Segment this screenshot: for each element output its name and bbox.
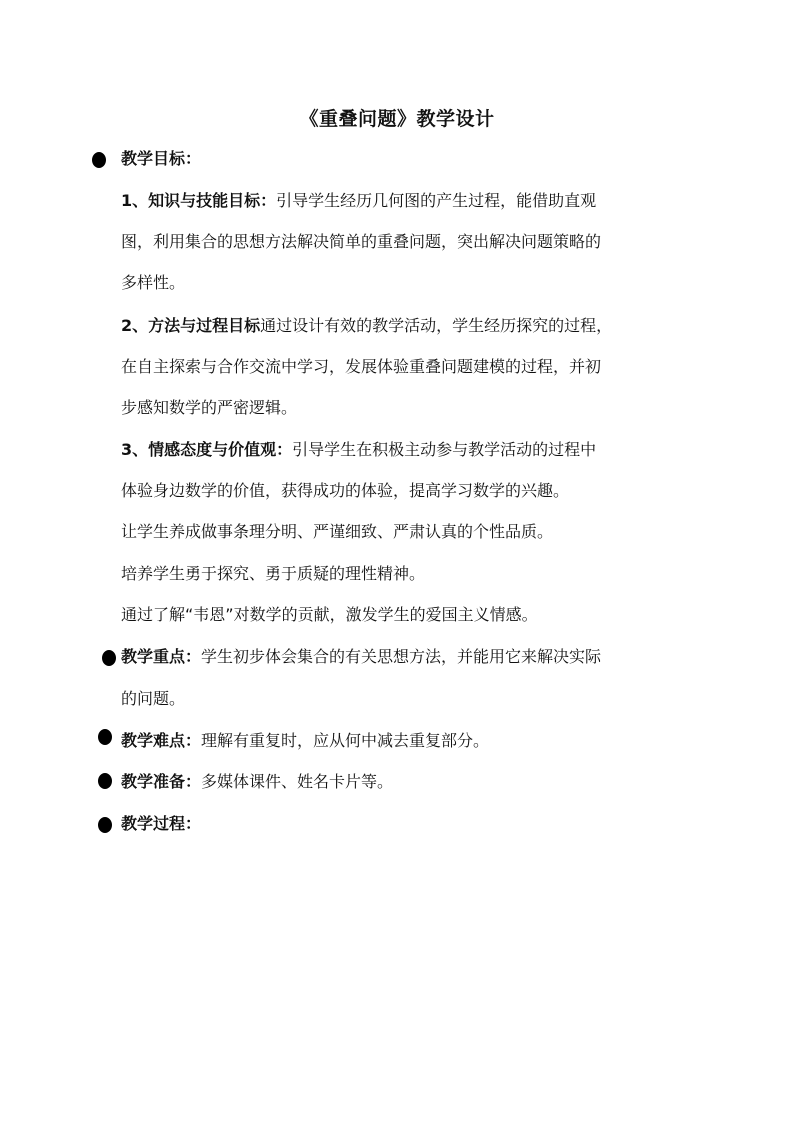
document-title: 《重叠问题》教学设计 xyxy=(299,108,495,130)
bullet-icon xyxy=(98,817,112,833)
key-points-line-1 xyxy=(121,646,601,668)
difficulties-label: 教学难点： xyxy=(121,731,202,750)
objective-1-line-1 xyxy=(121,190,596,212)
objective-3-label: 3、情感态度与价值观： xyxy=(121,440,293,459)
objective-1-line-3: 多样性。 xyxy=(121,273,186,292)
objective-3-line-2: 体验身边数学的价值，获得成功的体验，提高学习数学的兴趣。 xyxy=(121,481,570,500)
objective-3-line-4: 培养学生勇于探究、勇于质疑的理性精神。 xyxy=(121,564,426,583)
objective-2-line-1 xyxy=(121,315,612,337)
objective-3-line-3: 让学生养成做事条理分明、严谨细致、严肃认真的个性品质。 xyxy=(121,522,554,541)
preparation-line xyxy=(121,771,393,793)
key-points-text-1: 学生初步体会集合的有关思想方法，并能用它来解决实际 xyxy=(201,647,602,666)
difficulties-text: 理解有重复时，应从何中减去重复部分。 xyxy=(201,731,490,750)
objective-3-line-5: 通过了解“韦恩”对数学的贡献，激发学生的爱国主义情感。 xyxy=(121,605,538,624)
objective-1-label: 1、知识与技能目标： xyxy=(121,191,277,210)
key-points-label: 教学重点： xyxy=(121,647,202,666)
bullet-icon xyxy=(92,152,106,168)
objective-2-text-1: 通过设计有效的教学活动，学生经历探究的过程， xyxy=(260,316,613,335)
objective-3-line-1 xyxy=(121,439,596,461)
bullet-icon xyxy=(98,729,112,745)
objective-3-text-1: 引导学生在积极主动参与教学活动的过程中 xyxy=(292,440,597,459)
bullet-icon xyxy=(102,650,116,666)
preparation-text: 多媒体课件、姓名卡片等。 xyxy=(201,772,394,791)
process-heading: 教学过程： xyxy=(121,814,202,833)
objective-1-line-2: 图，利用集合的思想方法解决简单的重叠问题，突出解决问题策略的 xyxy=(121,232,602,251)
objective-2-label: 2、方法与过程目标 xyxy=(121,316,261,335)
objective-2-line-2: 在自主探索与合作交流中学习，发展体验重叠问题建模的过程，并初 xyxy=(121,357,602,376)
objectives-heading: 教学目标： xyxy=(121,149,202,168)
objective-2-line-3: 步感知数学的严密逻辑。 xyxy=(121,398,298,417)
objective-1-text-1: 引导学生经历几何图的产生过程，能借助直观 xyxy=(276,191,597,210)
difficulties-line xyxy=(121,730,489,752)
key-points-line-2: 的问题。 xyxy=(121,689,186,708)
preparation-label: 教学准备： xyxy=(121,772,202,791)
bullet-icon xyxy=(98,773,112,789)
